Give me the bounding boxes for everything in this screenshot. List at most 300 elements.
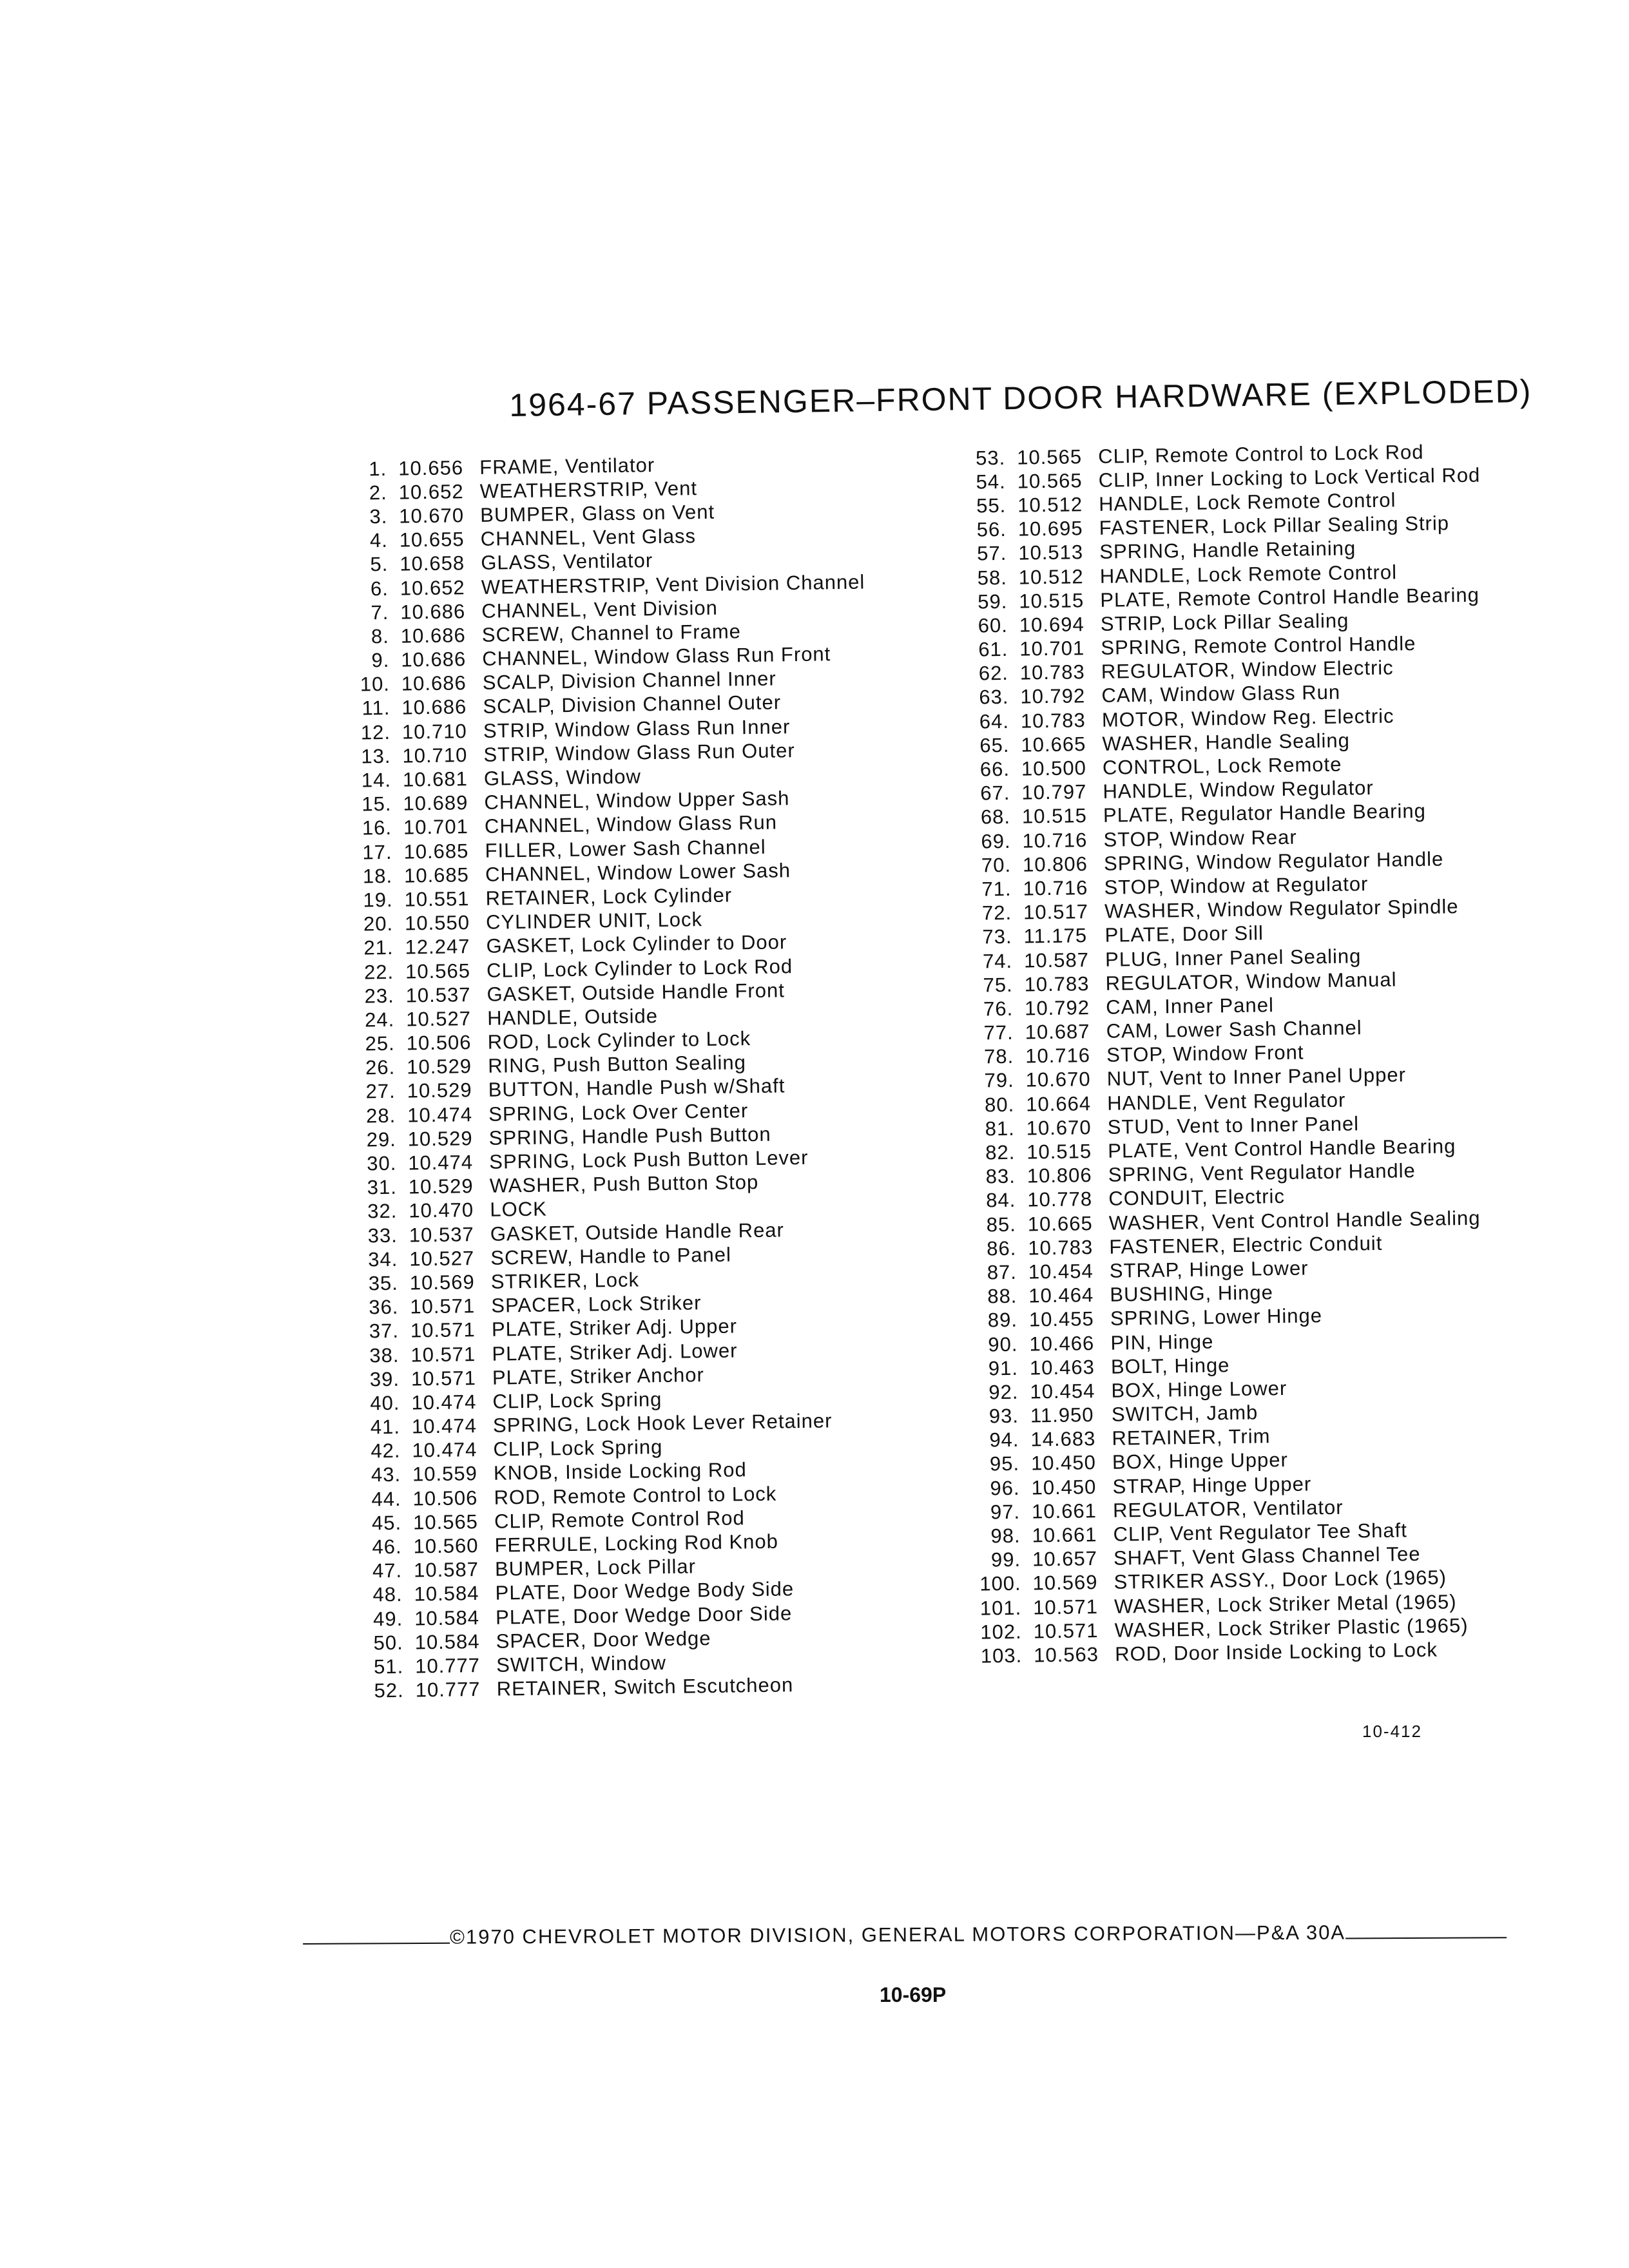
item-description: CONDUIT, Electric <box>1108 1185 1286 1211</box>
item-code: 10.694 <box>1019 613 1084 637</box>
item-number: 88. <box>987 1284 1017 1308</box>
item-number: 13. <box>361 744 391 768</box>
item-number: 40. <box>370 1391 400 1415</box>
item-description: PLATE, Striker Anchor <box>492 1363 705 1389</box>
item-code: 10.695 <box>1017 517 1083 541</box>
item-number: 65. <box>979 733 1010 757</box>
item-code: 10.716 <box>1022 828 1088 852</box>
item-description: WASHER, Vent Control Handle Sealing <box>1108 1206 1481 1235</box>
item-code: 11.175 <box>1023 924 1088 948</box>
item-number: 80. <box>984 1093 1015 1117</box>
item-number: 14. <box>361 768 392 792</box>
item-code: 10.783 <box>1020 708 1086 733</box>
item-description: LOCK <box>490 1197 547 1222</box>
item-code: 10.527 <box>405 1007 472 1031</box>
item-number: 29. <box>366 1128 397 1151</box>
item-description: PLATE, Door Wedge Body Side <box>495 1577 795 1605</box>
item-code: 10.537 <box>405 983 471 1007</box>
footer-rule-right <box>1345 1937 1507 1939</box>
item-description: STRIP, Lock Pillar Sealing <box>1100 609 1349 635</box>
item-description: KNOB, Inside Locking Rod <box>493 1458 747 1485</box>
item-description: SCALP, Division Channel Inner <box>482 667 776 695</box>
item-description: WASHER, Lock Striker Metal (1965) <box>1113 1590 1457 1618</box>
item-code: 10.584 <box>414 1582 479 1606</box>
item-code: 10.474 <box>407 1102 473 1127</box>
item-code: 10.689 <box>403 791 468 815</box>
item-number: 78. <box>983 1045 1014 1068</box>
item-number: 30. <box>366 1151 397 1175</box>
item-number: 59. <box>978 590 1008 613</box>
item-description: PLUG, Inner Panel Sealing <box>1104 944 1362 971</box>
item-number: 67. <box>980 782 1010 805</box>
item-description: CYLINDER UNIT, Lock <box>485 908 703 934</box>
item-description: PLATE, Door Wedge Door Side <box>495 1601 793 1629</box>
item-code: 10.670 <box>1025 1068 1091 1092</box>
item-number: 45. <box>371 1511 402 1535</box>
parts-list-right <box>954 439 1497 1669</box>
item-description: HANDLE, Window Regulator <box>1103 776 1374 803</box>
item-number: 34. <box>368 1247 398 1271</box>
item-description: WEATHERSTRIP, Vent <box>479 476 698 503</box>
copyright-notice: ©1970 CHEVROLET MOTOR DIVISION, GENERAL MOTORS CORPORATION—P&A 30A <box>449 1921 1346 1948</box>
item-code: 10.656 <box>398 456 464 480</box>
item-number: 93. <box>988 1404 1019 1428</box>
item-code: 10.777 <box>415 1678 481 1702</box>
item-code: 10.515 <box>1021 804 1088 828</box>
figure-reference: 10-412 <box>1362 1722 1422 1741</box>
item-description: CLIP, Vent Regulator Tee Shaft <box>1113 1519 1408 1546</box>
item-number: 77. <box>983 1021 1014 1044</box>
item-number: 97. <box>990 1500 1021 1524</box>
item-description: CLIP, Remote Control to Lock Rod <box>1097 440 1424 468</box>
item-code: 10.537 <box>409 1222 474 1247</box>
item-code: 10.652 <box>400 575 465 600</box>
item-number: 51. <box>373 1655 404 1678</box>
item-code: 10.565 <box>412 1510 479 1534</box>
item-number: 22. <box>363 960 394 983</box>
item-code: 10.565 <box>405 959 471 983</box>
item-code: 10.652 <box>398 480 464 504</box>
item-number: 24. <box>364 1008 395 1032</box>
item-description: REGULATOR, Ventilator <box>1112 1495 1344 1522</box>
item-description: CAM, Lower Sash Channel <box>1106 1016 1362 1043</box>
item-code: 10.515 <box>1027 1140 1092 1164</box>
item-number: 20. <box>363 912 394 936</box>
parts-list-left <box>335 450 880 1704</box>
item-description: RETAINER, Switch Escutcheon <box>496 1673 794 1700</box>
item-description: SCALP, Division Channel Outer <box>483 691 782 718</box>
item-number: 32. <box>367 1200 398 1223</box>
item-description: CLIP, Lock Spring <box>492 1387 662 1413</box>
item-code: 10.571 <box>1033 1619 1099 1643</box>
item-description: CLIP, Lock Cylinder to Lock Rod <box>486 954 793 982</box>
footer-rule-left <box>303 1943 450 1945</box>
item-description: RETAINER, Trim <box>1112 1425 1271 1450</box>
item-description: HANDLE, Vent Regulator <box>1107 1088 1346 1115</box>
item-code: 10.506 <box>412 1486 478 1510</box>
item-number: 36. <box>369 1295 399 1319</box>
item-number: 70. <box>981 853 1012 877</box>
item-number: 28. <box>365 1104 396 1128</box>
item-code: 10.664 <box>1026 1091 1092 1116</box>
item-description: SPRING, Remote Control Handle <box>1101 632 1416 659</box>
item-number: 86. <box>987 1236 1017 1260</box>
item-number: 31. <box>367 1175 398 1199</box>
item-code: 10.665 <box>1027 1211 1093 1236</box>
item-description: GASKET, Lock Cylinder to Door <box>486 930 787 958</box>
item-number: 94. <box>989 1428 1019 1452</box>
item-number: 91. <box>988 1356 1019 1380</box>
item-number: 72. <box>981 901 1012 925</box>
item-number: 69. <box>981 829 1011 853</box>
footer <box>303 1920 1527 1950</box>
item-number: 8. <box>371 624 390 648</box>
item-code: 10.571 <box>1032 1595 1099 1619</box>
item-number: 56. <box>976 518 1007 541</box>
item-code: 10.655 <box>399 528 465 552</box>
item-description: RETAINER, Lock Cylinder <box>485 883 733 910</box>
item-code: 10.685 <box>403 863 470 887</box>
item-description: WASHER, Handle Sealing <box>1102 729 1351 755</box>
item-code: 10.455 <box>1028 1307 1094 1331</box>
item-number: 50. <box>373 1631 403 1655</box>
item-number: 63. <box>979 686 1009 709</box>
item-code: 10.710 <box>402 744 468 767</box>
item-code: 10.527 <box>409 1246 475 1271</box>
item-code: 10.569 <box>409 1271 475 1294</box>
item-number: 27. <box>365 1080 396 1103</box>
item-code: 10.474 <box>412 1438 477 1462</box>
item-code: 10.515 <box>1019 588 1084 613</box>
item-code: 10.658 <box>400 552 465 575</box>
item-code: 10.685 <box>403 839 469 863</box>
item-code: 10.463 <box>1029 1355 1095 1379</box>
item-number: 47. <box>372 1559 403 1582</box>
item-description: CAM, Inner Panel <box>1105 994 1275 1019</box>
item-code: 12.247 <box>405 935 470 959</box>
item-description: CHANNEL, Vent Division <box>481 596 718 622</box>
item-description: REGULATOR, Window Manual <box>1105 968 1397 995</box>
item-description: CHANNEL, Window Glass Run <box>484 811 778 838</box>
item-number: 11. <box>361 697 390 720</box>
item-code: 10.517 <box>1023 900 1089 924</box>
item-description: SHAFT, Vent Glass Channel Tee <box>1113 1542 1421 1570</box>
item-number: 6. <box>370 577 389 600</box>
item-code: 10.454 <box>1028 1260 1094 1283</box>
item-code: 10.464 <box>1028 1283 1094 1307</box>
item-code: 10.587 <box>1023 948 1090 972</box>
item-number: 17. <box>362 840 392 864</box>
page-number: 10-69P <box>880 1983 947 2006</box>
item-code: 10.783 <box>1024 972 1090 996</box>
item-number: 62. <box>978 662 1009 685</box>
item-code: 10.716 <box>1023 876 1088 900</box>
item-code: 10.686 <box>400 624 466 648</box>
item-code: 10.529 <box>407 1079 472 1103</box>
item-description: SPRING, Window Regulator Handle <box>1103 847 1444 875</box>
item-description: WASHER, Lock Striker Plastic (1965) <box>1114 1613 1469 1642</box>
item-description: BUMPER, Lock Pillar <box>494 1555 697 1581</box>
item-code: 10.710 <box>401 719 468 744</box>
item-number: 16. <box>361 816 392 840</box>
item-code: 10.474 <box>411 1414 477 1438</box>
item-description: STOP, Window Rear <box>1103 825 1297 851</box>
item-code: 10.665 <box>1021 733 1086 756</box>
item-description: CONTROL, Lock Remote <box>1102 753 1342 779</box>
item-code: 10.450 <box>1030 1451 1097 1475</box>
item-description: PIN, Hinge <box>1110 1330 1214 1354</box>
item-number: 96. <box>990 1476 1020 1500</box>
item-number: 71. <box>981 877 1012 901</box>
item-description: STRIKER ASSY., Door Lock (1965) <box>1113 1566 1447 1594</box>
item-description: ROD, Door Inside Locking to Lock <box>1114 1638 1438 1666</box>
item-code: 10.686 <box>401 648 467 671</box>
item-number: 4. <box>369 529 389 552</box>
item-description: STRAP, Hinge Upper <box>1112 1472 1312 1498</box>
item-description: PLATE, Regulator Handle Bearing <box>1103 800 1427 827</box>
item-number: 2. <box>369 481 388 505</box>
item-number: 66. <box>979 757 1010 781</box>
item-code: 10.686 <box>401 671 467 695</box>
item-number: 98. <box>990 1524 1021 1548</box>
item-code: 10.777 <box>414 1654 481 1678</box>
item-number: 83. <box>985 1164 1016 1188</box>
item-description: RING, Push Button Sealing <box>487 1051 747 1078</box>
item-code: 10.797 <box>1021 780 1087 804</box>
item-code: 10.716 <box>1025 1044 1091 1068</box>
item-number: 41. <box>370 1415 401 1439</box>
item-description: CLIP, Remote Control Rod <box>494 1506 746 1533</box>
item-number: 90. <box>988 1332 1018 1356</box>
item-code: 10.550 <box>404 911 470 935</box>
item-description: SPRING, Handle Retaining <box>1099 537 1356 564</box>
item-description: SPRING, Vent Regulator Handle <box>1108 1159 1416 1186</box>
item-description: CLIP, Inner Locking to Lock Vertical Rod <box>1098 463 1481 492</box>
item-number: 74. <box>982 949 1013 972</box>
item-number: 53. <box>975 446 1006 470</box>
item-description: ROD, Remote Control to Lock <box>494 1482 777 1509</box>
item-description: WEATHERSTRIP, Vent Division Channel <box>481 570 865 599</box>
item-number: 87. <box>987 1260 1017 1284</box>
item-number: 103. <box>980 1644 1023 1667</box>
item-number: 89. <box>987 1309 1018 1332</box>
item-description: SCREW, Handle to Panel <box>490 1243 732 1269</box>
item-code: 10.569 <box>1032 1571 1098 1595</box>
item-description: BUTTON, Handle Push w/Shaft <box>488 1074 786 1102</box>
item-description: PLATE, Remote Control Handle Bearing <box>1100 583 1480 611</box>
item-number: 10. <box>360 673 390 696</box>
item-number: 55. <box>976 494 1007 517</box>
item-code: 10.551 <box>404 887 470 911</box>
item-code: 10.661 <box>1031 1499 1097 1523</box>
item-number: 79. <box>984 1069 1014 1092</box>
item-code: 10.474 <box>411 1390 477 1414</box>
item-number: 23. <box>364 984 394 1008</box>
item-description: CLIP, Lock Spring <box>493 1436 663 1461</box>
item-description: SPRING, Lock Push Button Lever <box>489 1146 809 1173</box>
item-number: 46. <box>372 1535 402 1559</box>
item-description: PLATE, Vent Control Handle Bearing <box>1108 1135 1456 1162</box>
item-description: REGULATOR, Window Electric <box>1101 656 1394 684</box>
item-code: 10.565 <box>1017 469 1083 493</box>
item-description: BOX, Hinge Lower <box>1111 1376 1287 1402</box>
item-description: ROD, Lock Cylinder to Lock <box>487 1027 751 1053</box>
item-description: GASKET, Outside Handle Rear <box>490 1218 785 1245</box>
item-code: 10.661 <box>1032 1523 1097 1547</box>
item-code: 10.571 <box>410 1294 476 1318</box>
item-number: 21. <box>363 936 394 959</box>
item-code: 10.584 <box>414 1629 480 1654</box>
item-number: 99. <box>990 1548 1021 1571</box>
item-number: 38. <box>369 1343 400 1367</box>
item-code: 10.587 <box>413 1558 479 1582</box>
item-code: 10.559 <box>412 1462 478 1486</box>
item-description: SPRING, Handle Push Button <box>488 1122 771 1149</box>
item-description: STRIKER, Lock <box>490 1268 640 1293</box>
item-description: BUMPER, Glass on Vent <box>480 500 715 526</box>
item-code: 10.778 <box>1027 1187 1093 1211</box>
item-description: FASTENER, Electric Conduit <box>1109 1231 1383 1258</box>
item-code: 10.686 <box>400 599 466 624</box>
item-code: 14.683 <box>1030 1427 1096 1451</box>
item-code: 10.806 <box>1027 1164 1092 1187</box>
item-description: MOTOR, Window Reg. Electric <box>1101 704 1394 731</box>
item-code: 10.565 <box>1016 445 1083 469</box>
item-code: 10.560 <box>413 1534 479 1558</box>
item-number: 12. <box>360 720 391 744</box>
item-number: 81. <box>985 1117 1016 1140</box>
item-number: 43. <box>371 1463 401 1486</box>
page-title: 1964-67 PASSENGER–FRONT DOOR HARDWARE (EXPLODED) <box>509 372 1532 423</box>
item-description: BUSHING, Hinge <box>1110 1281 1274 1306</box>
item-description: CHANNEL, Vent Glass <box>480 524 697 551</box>
item-code: 10.571 <box>410 1318 476 1342</box>
item-number: 42. <box>371 1439 401 1463</box>
item-code: 10.687 <box>1025 1020 1090 1044</box>
item-number: 95. <box>989 1452 1020 1475</box>
item-number: 9. <box>371 648 390 672</box>
item-code: 10.783 <box>1019 660 1085 684</box>
item-number: 57. <box>976 542 1007 565</box>
item-number: 33. <box>367 1224 398 1247</box>
item-description: SPACER, Lock Striker <box>491 1291 702 1317</box>
item-description: FERRULE, Locking Rod Knob <box>494 1530 779 1557</box>
item-code: 10.657 <box>1032 1547 1098 1571</box>
item-code: 10.466 <box>1029 1331 1095 1356</box>
item-number: 76. <box>983 997 1014 1021</box>
item-description: FRAME, Ventilator <box>479 453 655 479</box>
item-description: STRIP, Window Glass Run Outer <box>483 738 795 766</box>
item-number: 58. <box>977 566 1008 590</box>
item-code: 10.571 <box>410 1366 477 1390</box>
item-description: SWITCH, Window <box>496 1651 667 1677</box>
item-code: 10.512 <box>1017 493 1083 517</box>
item-code: 10.806 <box>1022 852 1088 876</box>
item-number: 61. <box>978 637 1008 661</box>
item-code: 10.783 <box>1028 1235 1094 1260</box>
item-code: 10.701 <box>1019 637 1085 660</box>
item-number: 60. <box>978 613 1008 637</box>
item-number: 102. <box>980 1620 1022 1644</box>
item-description: HANDLE, Outside <box>487 1004 659 1030</box>
item-code: 10.474 <box>408 1151 474 1175</box>
item-description: GASKET, Outside Handle Front <box>487 979 786 1006</box>
item-description: PLATE, Striker Adj. Upper <box>491 1314 738 1341</box>
item-description: CHANNEL, Window Lower Sash <box>485 858 791 886</box>
item-description: GLASS, Window <box>483 765 642 790</box>
item-description: PLATE, Striker Adj. Lower <box>492 1338 738 1365</box>
item-code: 10.792 <box>1020 684 1086 709</box>
item-description: STRAP, Hinge Lower <box>1109 1256 1309 1282</box>
item-code: 10.500 <box>1021 756 1087 780</box>
item-number: 82. <box>985 1140 1016 1164</box>
item-number: 26. <box>365 1056 396 1079</box>
item-code: 10.454 <box>1030 1379 1095 1403</box>
item-description: FASTENER, Lock Pillar Sealing Strip <box>1099 512 1450 540</box>
item-number: 100. <box>979 1572 1021 1596</box>
item-code: 10.681 <box>402 767 468 791</box>
item-description: BOX, Hinge Upper <box>1112 1448 1288 1474</box>
item-number: 73. <box>982 925 1012 948</box>
item-description: STOP, Window Front <box>1106 1041 1304 1067</box>
item-description: NUT, Vent to Inner Panel Upper <box>1106 1063 1407 1091</box>
item-number: 48. <box>372 1583 403 1606</box>
item-description: HANDLE, Lock Remote Control <box>1099 488 1396 515</box>
item-description: WASHER, Window Regulator Spindle <box>1104 895 1459 923</box>
item-description: HANDLE, Lock Remote Control <box>1099 560 1398 588</box>
item-number: 52. <box>374 1678 404 1702</box>
item-code: 10.513 <box>1018 541 1084 564</box>
item-number: 3. <box>369 505 388 528</box>
item-number: 101. <box>979 1596 1022 1620</box>
item-code: 10.529 <box>408 1175 474 1198</box>
item-description: SWITCH, Jamb <box>1111 1401 1258 1426</box>
item-description: CHANNEL, Window Upper Sash <box>484 787 790 814</box>
item-number: 84. <box>985 1189 1016 1212</box>
item-description: CHANNEL, Window Glass Run Front <box>482 642 831 670</box>
item-number: 49. <box>372 1607 403 1630</box>
item-code: 10.670 <box>399 504 465 528</box>
item-number: 54. <box>976 470 1007 494</box>
item-number: 92. <box>988 1380 1019 1404</box>
item-description: FILLER, Lower Sash Channel <box>485 835 766 862</box>
item-code: 10.529 <box>407 1126 473 1151</box>
item-number: 25. <box>365 1032 395 1055</box>
item-description: GLASS, Ventilator <box>481 549 653 575</box>
item-number: 85. <box>986 1213 1017 1236</box>
item-code: 11.950 <box>1030 1403 1094 1427</box>
item-code: 10.563 <box>1033 1643 1099 1667</box>
item-code: 10.792 <box>1024 996 1090 1020</box>
item-code: 10.529 <box>406 1055 472 1079</box>
item-code: 10.571 <box>410 1342 476 1367</box>
item-code: 10.450 <box>1031 1475 1097 1499</box>
item-description: PLATE, Door Sill <box>1104 921 1264 947</box>
item-description: STRIP, Window Glass Run Inner <box>483 715 791 742</box>
item-description: SPRING, Lock Over Center <box>488 1099 749 1126</box>
item-code: 10.686 <box>401 695 467 720</box>
item-description: SCREW, Channel to Frame <box>481 620 742 646</box>
item-code: 10.670 <box>1026 1115 1092 1140</box>
item-number: 1. <box>369 457 387 480</box>
item-number: 35. <box>368 1271 399 1295</box>
item-description: BOLT, Hinge <box>1110 1353 1230 1378</box>
item-code: 10.701 <box>403 815 469 839</box>
item-code: 10.470 <box>409 1198 474 1222</box>
item-number: 39. <box>369 1367 400 1391</box>
item-number: 64. <box>979 709 1010 733</box>
item-number: 7. <box>371 601 389 624</box>
